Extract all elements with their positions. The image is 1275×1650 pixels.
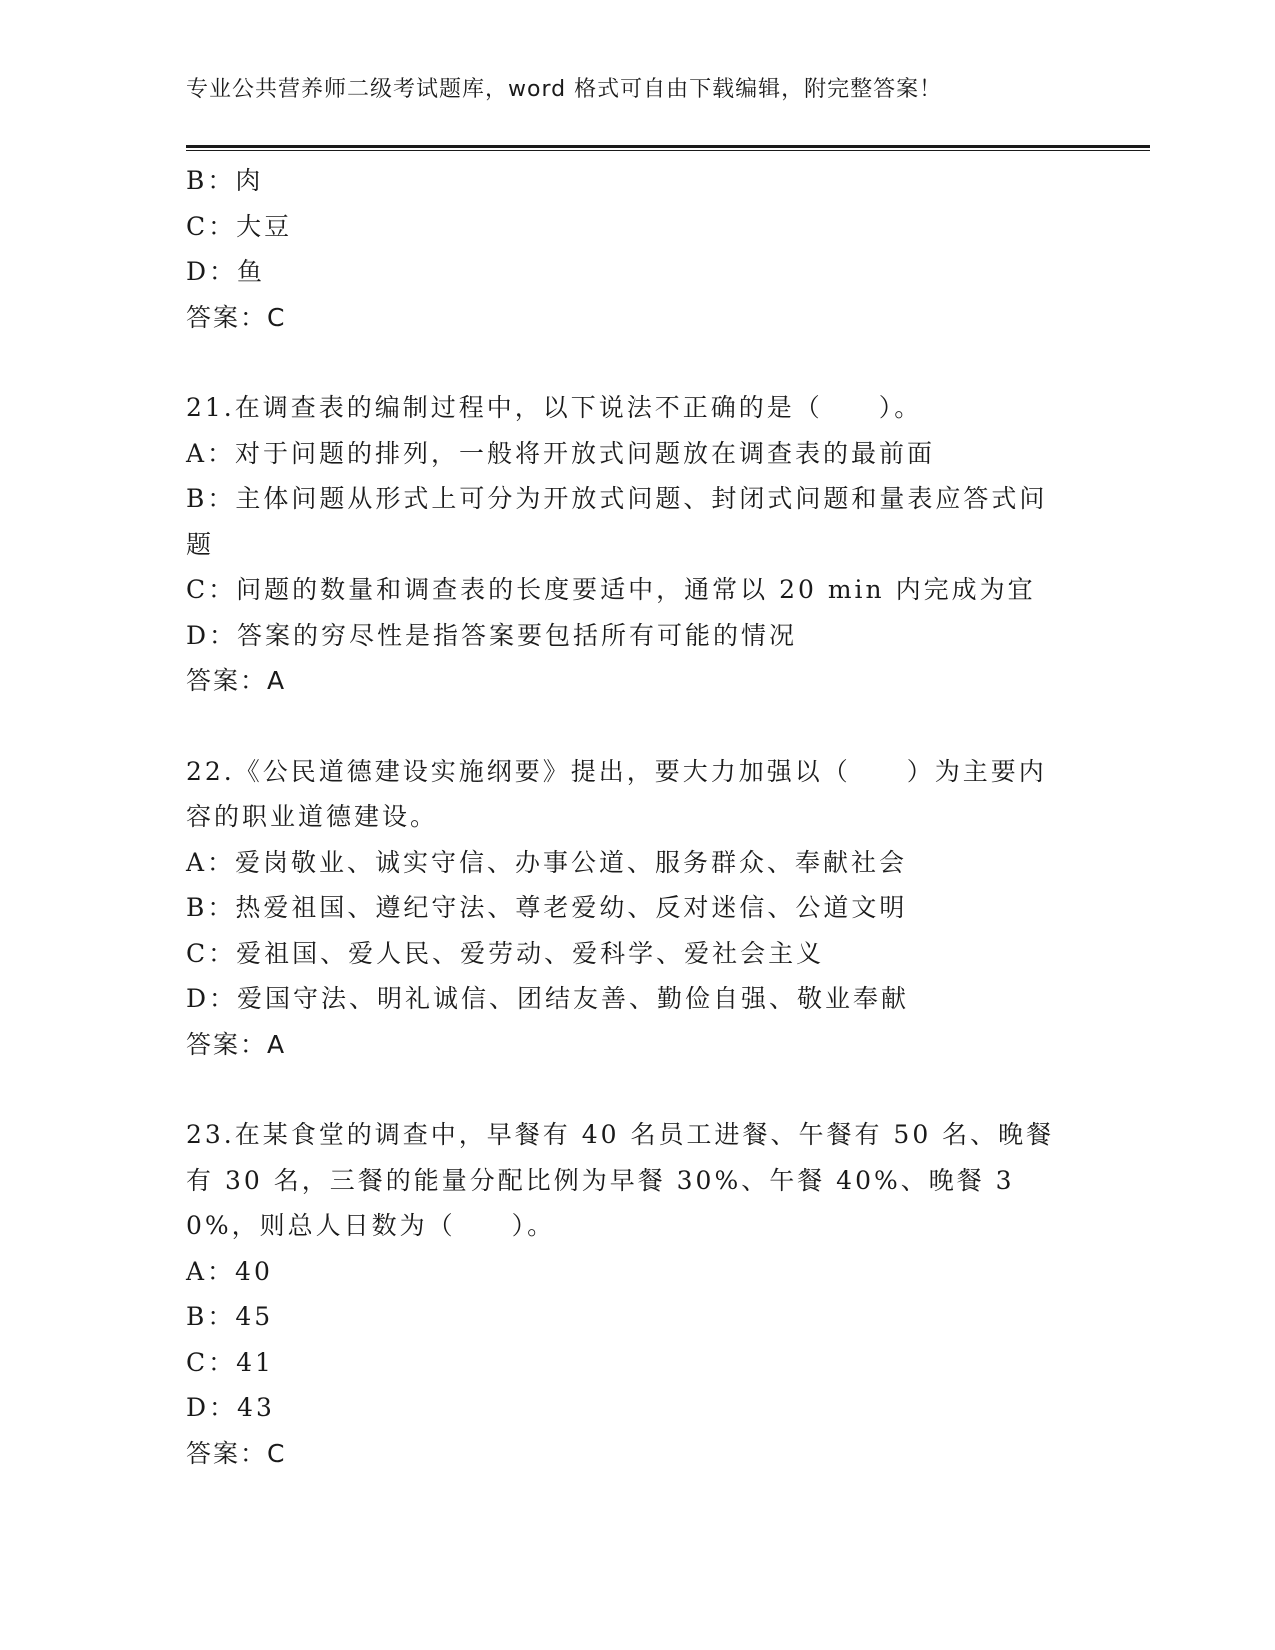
q22-option-a: A：爱岗敬业、诚实守信、办事公道、服务群众、奉献社会 <box>186 847 908 877</box>
question-23-block <box>186 1112 1066 1476</box>
q21-answer: 答案：A <box>186 666 287 695</box>
q23-option-c: C：41 <box>186 1347 274 1377</box>
question-20-block <box>186 158 1066 340</box>
q22-answer: 答案：A <box>186 1029 287 1059</box>
q23-option-b: B：45 <box>186 1302 274 1331</box>
question-21-block <box>186 385 1066 704</box>
q22-question: 22.《公民道德建设实施纲要》提出，要大力加强以（ ）为主要内容的职业道德建设。 <box>186 756 1047 831</box>
document-body <box>186 158 1066 1476</box>
header-rule-thin <box>186 150 1150 151</box>
q20-option-c: C：大豆 <box>186 211 293 241</box>
q23-answer: 答案：C <box>186 1438 287 1468</box>
q23-question: 23.在某食堂的调查中，早餐有 40 名员工进餐、午餐有 50 名、晚餐有 30 名，三餐的能量分配比例为早餐 30%、午餐 40%、晚餐 30%，则总人日数为（ ）。 <box>186 1120 1055 1240</box>
q20-option-d: D：鱼 <box>186 257 266 286</box>
q22-option-d: D：爱国守法、明礼诚信、团结友善、勤俭自强、敬业奉献 <box>186 984 910 1013</box>
header-rule-thick <box>186 145 1150 148</box>
q21-option-a: A：对于问题的排列，一般将开放式问题放在调查表的最前面 <box>186 438 936 468</box>
q21-question: 21.在调查表的编制过程中，以下说法不正确的是（ ）。 <box>186 393 923 422</box>
q21-option-b: B：主体问题从形式上可分为开放式问题、封闭式问题和量表应答式问题 <box>186 484 1048 559</box>
q20-option-b: B：肉 <box>186 166 264 195</box>
question-22-block <box>186 749 1066 1068</box>
q23-option-d: D：43 <box>186 1393 275 1422</box>
q23-option-a: A：40 <box>186 1256 273 1286</box>
page-header: 专业公共营养师二级考试题库，word 格式可自由下载编辑，附完整答案！ <box>186 77 943 102</box>
q21-option-c: C：问题的数量和调查表的长度要适中，通常以 20 min 内完成为宜 <box>186 575 1036 604</box>
q22-option-c: C：爱祖国、爱人民、爱劳动、爱科学、爱社会主义 <box>186 938 825 968</box>
q21-option-d: D：答案的穷尽性是指答案要包括所有可能的情况 <box>186 620 798 650</box>
q20-answer: 答案：C <box>186 302 287 332</box>
q22-option-b: B：热爱祖国、遵纪守法、尊老爱幼、反对迷信、公道文明 <box>186 893 908 922</box>
